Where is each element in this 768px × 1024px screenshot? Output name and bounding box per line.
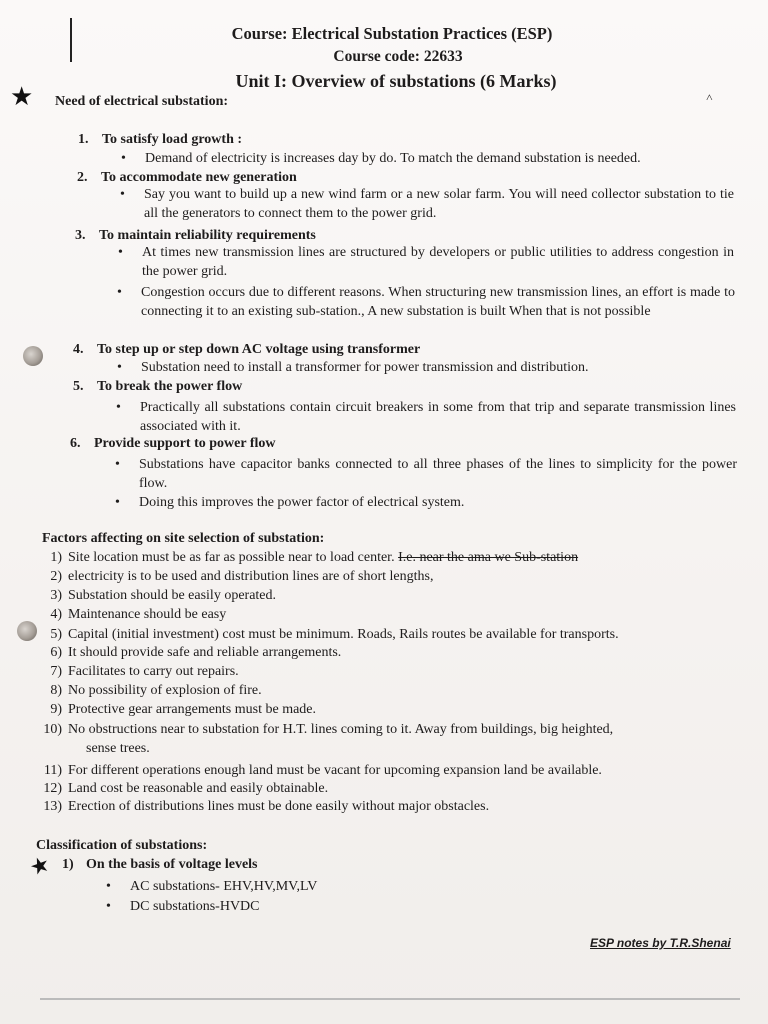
factor-item-10: 10) No obstructions near to substation for H.T. lines coming to it. Away from buildings, big heighted, [43,722,614,737]
factor-item-8: 8) No possibility of explosion of fire. [50,683,262,698]
classification-bullet-2: • DC substations-HVDC [106,899,260,914]
need-item-3-bullet-1: • At times new transmission lines are structured by developers or public utilities to address congestion in the power grid. [118,245,734,279]
need-item-3: 3. To maintain reliability requirements [75,228,316,243]
factors-section-title: Factors affecting on site selection of substation: [42,531,325,546]
bullet-icon: • [106,899,111,914]
factor-item-3: 3) Substation should be easily operated. [50,588,277,603]
bullet-icon: • [106,879,111,894]
need-item-2-bullet: • Say you want to build up a new wind farm or a new solar farm. You will need collector substation to tie all the generators to connect them to the power grid. [120,187,734,221]
unit-title: Unit I: Overview of substations (6 Marks) [235,71,557,91]
bullet-icon: • [115,457,120,472]
factor-item-5: 5) Capital (initial investment) cost must be minimum. Roads, Rails routes be available for transports. [50,627,619,642]
factor-item-6: 6) It should provide safe and reliable arrangements. [50,645,342,660]
need-section-title: Need of electrical substation: [55,94,229,109]
course-title: Course: Electrical Substation Practices (ESP) [231,24,553,43]
need-item-2: 2. To accommodate new generation [77,170,297,185]
course-code: Course code: 22633 [333,48,463,65]
need-item-4-bullet: • Substation need to install a transformer for power transmission and distribution. [117,360,589,375]
need-item-5-bullet: • Practically all substations contain circuit breakers in some from that trip and separate transmission lines associated with it. [116,400,736,434]
factor-item-9: 9) Protective gear arrangements must be made. [50,702,317,717]
need-item-3-bullet-2: • Congestion occurs due to different reasons. When structuring new transmission lines, an effort is made to connecting it to an existing sub-station., A new substation is built When that is not possible [117,285,735,319]
need-item-5: 5. To break the power flow [73,379,243,394]
need-item-6: 6. Provide support to power flow [70,436,276,451]
bullet-icon: • [118,245,123,260]
handwritten-star-icon: ★ [26,850,54,881]
need-item-6-bullet-2: • Doing this improves the power factor of electrical system. [115,495,465,510]
punch-hole-top [23,346,43,366]
handwritten-star-icon: ★ [10,82,34,111]
footer-credit: ESP notes by T.R.Shenai [590,936,731,950]
bullet-icon: • [116,400,121,415]
bullet-icon: • [115,495,120,510]
factor-item-10-continued: sense trees. [86,741,150,756]
struck-text: I.e. near the ama we Sub-station [398,550,579,565]
need-item-6-bullet-1: • Substations have capacitor banks connected to all three phases of the lines to simplicity for the power flow. [115,457,737,491]
need-item-1-bullet: • Demand of electricity is increases day by do. To match the demand substation is needed. [121,151,641,166]
need-item-1: 1. To satisfy load growth : [78,132,243,147]
classification-section-title: Classification of substations: [36,838,208,853]
need-item-4: 4. To step up or step down AC voltage using transformer [73,342,421,357]
factor-item-7: 7) Facilitates to carry out repairs. [50,664,239,679]
factor-item-2: 2) electricity is to be used and distribution lines are of short lengths, [50,569,434,584]
bullet-icon: • [117,285,122,300]
factor-item-11: 11) For different operations enough land must be vacant for upcoming expansion land be available. [43,763,602,778]
classification-bullet-1: • AC substations- EHV,HV,MV,LV [106,879,318,894]
factor-item-1: 1) Site location must be as far as possible near to load center. I.e. near the ama we Sub-station [50,550,579,565]
factor-item-4: 4) Maintenance should be easy [50,607,227,622]
factor-item-13: 13) Erection of distributions lines must be done easily without major obstacles. [43,799,490,814]
bullet-icon: • [117,360,122,375]
classification-item-1: 1) On the basis of voltage levels [62,857,258,872]
page-edge-shadow [40,998,740,1000]
punch-hole-bottom [17,621,37,641]
factor-item-12: 12) Land cost be reasonable and easily obtainable. [43,781,329,796]
bullet-icon: • [121,151,126,166]
pen-tick-mark: ˄ [706,90,713,104]
bullet-icon: • [120,187,125,202]
